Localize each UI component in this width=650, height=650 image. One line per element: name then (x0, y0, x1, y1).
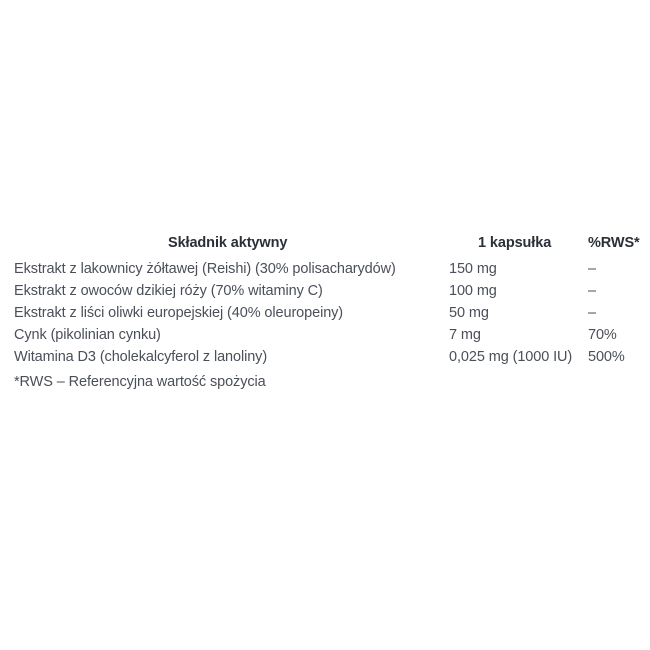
active-ingredients-table (0, 229, 650, 368)
cell-nrv: 70% (588, 327, 617, 343)
column-header-nrv: %RWS* (588, 235, 640, 251)
table-row (0, 258, 650, 280)
table-row (0, 280, 650, 302)
cell-nrv: 500% (588, 349, 625, 365)
cell-per-serving: 7 mg (449, 327, 481, 343)
cell-per-serving: 0,025 mg (1000 IU) (449, 349, 573, 365)
column-header-per-serving: 1 kapsułka (478, 235, 552, 251)
cell-ingredient: Ekstrakt z owoców dzikiej róży (70% witaminy C) (14, 283, 323, 299)
table-footnote: *RWS – Referencyjna wartość spożycia (14, 374, 266, 390)
cell-nrv: – (588, 305, 596, 321)
column-header-ingredient: Składnik aktywny (168, 235, 288, 251)
table-row (0, 302, 650, 324)
cell-ingredient: Cynk (pikolinian cynku) (14, 327, 161, 343)
table-row (0, 346, 650, 368)
table-header-row (0, 229, 650, 258)
table-body (0, 258, 650, 368)
cell-per-serving: 50 mg (449, 305, 489, 321)
cell-ingredient: Ekstrakt z liści oliwki europejskiej (40% oleuropeiny) (14, 305, 344, 321)
cell-ingredient: Witamina D3 (cholekalcyferol z lanoliny) (14, 349, 268, 365)
cell-nrv: – (588, 261, 596, 277)
table-row (0, 324, 650, 346)
cell-per-serving: 100 mg (449, 283, 497, 299)
cell-per-serving: 150 mg (449, 261, 497, 277)
cell-nrv: – (588, 283, 596, 299)
cell-ingredient: Ekstrakt z lakownicy żółtawej (Reishi) (30% polisacharydów) (14, 261, 396, 277)
